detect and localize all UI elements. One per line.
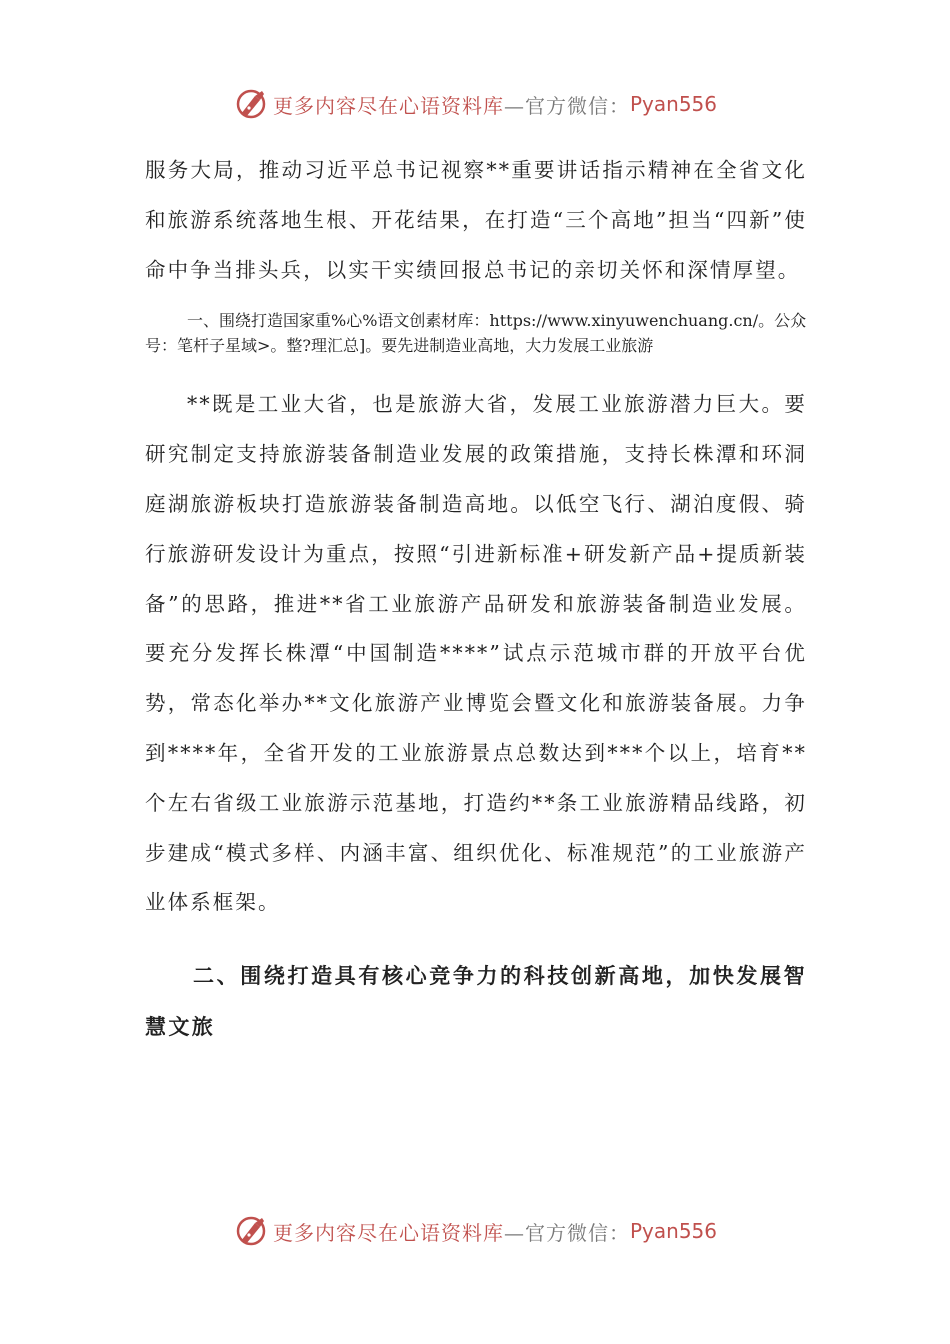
pen-nib-icon: [233, 1213, 269, 1249]
section-2-heading: 二、围绕打造具有核心竞争力的科技创新高地，加快发展智慧文旅: [145, 963, 807, 1040]
paragraph-1: 服务大局，推动习近平总书记视察**重要讲话指示精神在全省文化和旅游系统落地生根、开花结果，在打造“三个高地”担当“四新”使命中争当排头兵，以实干实绩回报总书记的亲切关怀和深情厚望。: [145, 158, 807, 282]
watermark-wechat-id: Pyan556: [629, 92, 717, 116]
watermark-sub-text: —官方微信：: [503, 1220, 630, 1245]
document-body: [145, 146, 807, 1052]
watermark-main-text: 更多内容尽在心语资料库: [272, 1220, 504, 1245]
section-1-heading: 一、围绕打造国家重%心%语文创素材库：https://www.xinyuwenchuang.cn/。公众号：笔杆子星域>。整?理汇总]。要先进制造业高地，大力发展工业旅游: [145, 311, 807, 355]
watermark-sub-text: —官方微信：: [503, 93, 630, 118]
pen-nib-icon: [233, 86, 269, 122]
footer-watermark: [0, 1211, 950, 1251]
watermark-wechat-id: Pyan556: [629, 1219, 717, 1243]
header-watermark: [0, 84, 950, 124]
watermark-main-text: 更多内容尽在心语资料库: [272, 93, 504, 118]
paragraph-2: **既是工业大省，也是旅游大省，发展工业旅游潜力巨大。要研究制定支持旅游装备制造业发展的政策措施，支持长株潭和环洞庭湖旅游板块打造旅游装备制造高地。以低空飞行、湖泊度假、骑行旅游研发设计为重点，按照“引进新标准+研发新产品+提质新装备”的思路，推进**省工业旅游产品研发和旅游装备制造业发展。要充分发挥长株潭“中国制造****”试点示范城市群的开放平台优势，常态化举办**文化旅游产业博览会暨文化和旅游装备展。力争到****年，全省开发的工业旅游景点总数达到***个以上，培育**个左右省级工业旅游示范基地，打造约**条工业旅游精品线路，初步建成“模式多样、内涵丰富、组织优化、标准规范”的工业旅游产业体系框架。: [145, 392, 807, 915]
